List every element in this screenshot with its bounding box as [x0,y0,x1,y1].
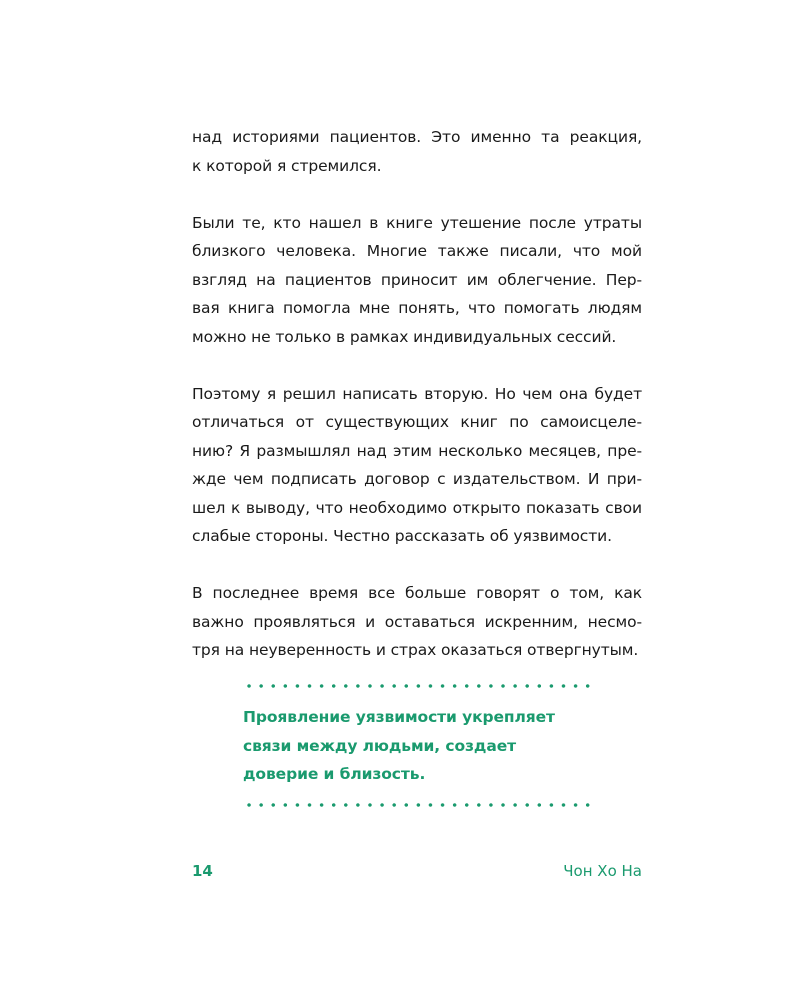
quote-line: связи между людьми, создает [243,736,517,755]
text-line: вая книга помогла мне понять, что помогать людям [192,299,642,317]
pull-quote [243,683,595,811]
text-line: нию? Я размышлял над этим несколько месяцев, пре- [192,441,642,460]
text-line: близкого человека. Многие также писали, что мой [192,242,642,260]
text-line: тря на неуверенность и страх оказаться отвергнутым. [192,641,639,659]
text-line: Были те, кто нашел в книге утешение после утраты [192,213,642,232]
pull-quote-text [243,703,595,789]
dotted-divider-top [243,683,595,689]
text-line: взгляд на пациентов приносит им облегчение. Пер- [192,270,642,289]
text-line: к которой я стремился. [192,156,382,175]
paragraph-4 [192,579,642,665]
text-line: В последнее время все больше говорят о том, как [192,584,642,602]
text-line: слабые стороны. Честно рассказать об уязвимости. [192,527,612,545]
dotted-divider-bottom [243,802,595,808]
text-line: жде чем подписать договор с издательством. И при- [192,470,642,488]
text-line: над историями пациентов. Это именно та реакция, [192,128,642,146]
paragraph-1 [192,123,642,180]
text-line: Поэтому я решил написать вторую. Но чем она будет [192,384,642,403]
quote-line: Проявление уязвимости укрепляет [243,708,555,726]
text-line: можно не только в рамках индивидуальных сессий. [192,327,617,346]
page-number: 14 [192,862,213,880]
quote-line: доверие и близость. [243,765,426,783]
body-text [192,123,642,693]
text-line: отличаться от существующих книг по самоисцеле- [192,413,642,431]
running-footer-author: Чон Хо На [563,862,642,880]
text-line: важно проявляться и оставаться искренним, несмо- [192,612,642,631]
paragraph-3 [192,380,642,551]
text-line: шел к выводу, что необходимо открыто показать свои [192,498,642,517]
paragraph-2 [192,209,642,352]
